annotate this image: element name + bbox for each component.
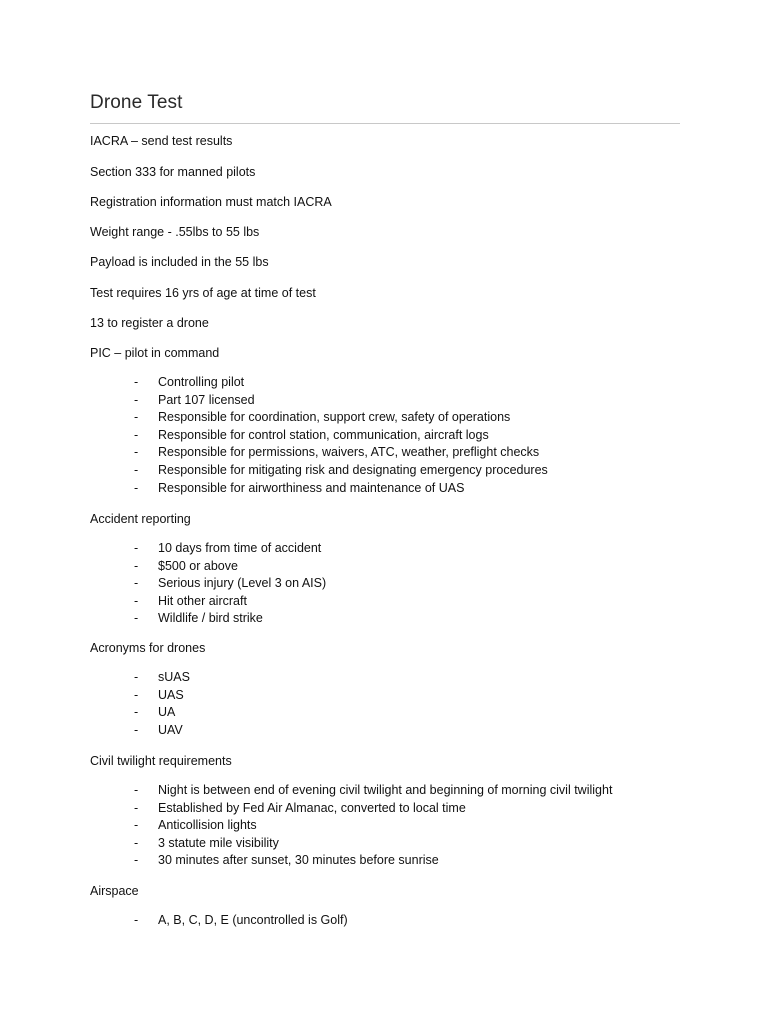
list-item [130, 782, 612, 800]
text-line: Section 333 for manned pilots [90, 165, 256, 179]
list-item-text: Part 107 licensed [158, 392, 255, 407]
list-item [130, 427, 548, 445]
bullet-dash: - [134, 687, 139, 702]
bullet-dash: - [134, 410, 139, 425]
text-line: Test requires 16 yrs of age at time of test [90, 286, 316, 300]
text-line: Payload is included in the 55 lbs [90, 255, 269, 269]
bullet-dash: - [134, 611, 139, 626]
bullet-dash: - [134, 670, 139, 684]
list-item [130, 540, 326, 558]
bullet-dash: - [134, 375, 139, 389]
list-item-text: Established by Fed Air Almanac, converted to local time [158, 800, 466, 815]
list-item [130, 722, 190, 740]
list-item [130, 409, 548, 427]
list-item-text: Responsible for coordination, support crew, safety of operations [158, 410, 511, 425]
section-heading-acronyms: Acronyms for drones [90, 641, 206, 655]
list-item-text: Controlling pilot [158, 375, 245, 389]
bullet-dash: - [134, 558, 139, 573]
text-line: Registration information must match IACRA [90, 195, 332, 209]
bullet-dash: - [134, 462, 139, 477]
list-item [130, 704, 190, 722]
bullet-dash: - [134, 818, 139, 833]
pic-list [130, 374, 548, 497]
list-item [130, 835, 612, 853]
document-title: Drone Test [90, 92, 183, 113]
bullet-dash: - [134, 576, 139, 591]
bullet-dash: - [134, 722, 139, 737]
list-item-text: 10 days from time of accident [158, 541, 322, 555]
list-item-text: Hit other aircraft [158, 593, 247, 608]
accident-reporting-list [130, 540, 326, 628]
airspace-list [130, 912, 348, 930]
text-line: Weight range - .55lbs to 55 lbs [90, 225, 260, 239]
bullet-dash: - [134, 853, 139, 868]
bullet-dash: - [134, 783, 139, 797]
list-item [130, 817, 612, 835]
list-item [130, 462, 548, 480]
list-item-text: 30 minutes after sunset, 30 minutes before sunrise [158, 853, 439, 868]
list-item [130, 558, 326, 576]
list-item-text: Wildlife / bird strike [158, 611, 263, 626]
list-item [130, 374, 548, 392]
list-item-text: Responsible for permissions, waivers, ATC, weather, preflight checks [158, 445, 540, 460]
list-item-text: Responsible for mitigating risk and designating emergency procedures [158, 462, 548, 477]
list-item-text: 3 statute mile visibility [158, 835, 279, 850]
bullet-dash: - [134, 705, 139, 720]
list-item-text: Responsible for airworthiness and maintenance of UAS [158, 480, 465, 495]
text-line: IACRA – send test results [90, 134, 233, 148]
bullet-dash: - [134, 913, 139, 927]
civil-twilight-list [130, 782, 612, 870]
list-item-text: UA [158, 705, 176, 720]
bullet-dash: - [134, 593, 139, 608]
list-item [130, 852, 612, 870]
list-item [130, 610, 326, 628]
list-item-text: UAV [158, 722, 183, 737]
title-divider [90, 123, 680, 124]
list-item-text: UAS [158, 687, 184, 702]
list-item-text: A, B, C, D, E (uncontrolled is Golf) [158, 913, 348, 927]
bullet-dash: - [134, 427, 139, 442]
bullet-dash: - [134, 800, 139, 815]
bullet-dash: - [134, 445, 139, 460]
section-heading-civil-twilight: Civil twilight requirements [90, 754, 232, 768]
list-item [130, 444, 548, 462]
list-item [130, 480, 548, 498]
bullet-dash: - [134, 541, 139, 555]
bullet-dash: - [134, 835, 139, 850]
list-item-text: Responsible for control station, communication, aircraft logs [158, 427, 489, 442]
list-item [130, 669, 190, 687]
list-item [130, 593, 326, 611]
section-heading-pic: PIC – pilot in command [90, 346, 220, 360]
acronyms-list [130, 669, 190, 739]
list-item [130, 800, 612, 818]
list-item-text: Serious injury (Level 3 on AIS) [158, 576, 327, 591]
list-item [130, 392, 548, 410]
list-item-text: $500 or above [158, 558, 238, 573]
bullet-dash: - [134, 392, 139, 407]
section-heading-accident-reporting: Accident reporting [90, 512, 191, 526]
text-line: 13 to register a drone [90, 316, 209, 330]
list-item [130, 912, 348, 930]
list-item-text: Anticollision lights [158, 818, 257, 833]
section-heading-airspace: Airspace [90, 884, 139, 898]
bullet-dash: - [134, 480, 139, 495]
list-item-text: sUAS [158, 670, 190, 684]
list-item-text: Night is between end of evening civil twilight and beginning of morning civil twilight [158, 783, 613, 797]
list-item [130, 575, 326, 593]
list-item [130, 687, 190, 705]
